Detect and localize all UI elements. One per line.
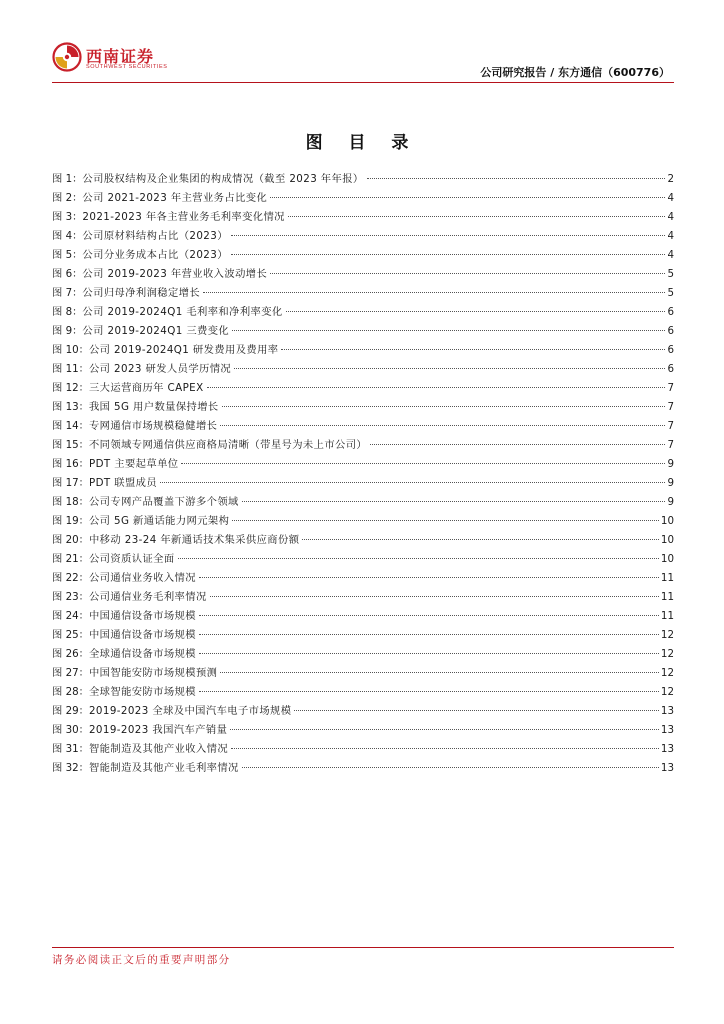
toc-entry[interactable] [52, 246, 674, 265]
toc-entry[interactable] [52, 493, 674, 512]
toc-entry-label: 图 29： [52, 705, 89, 718]
logo-emblem-icon [52, 42, 82, 72]
toc-entry-page[interactable]: 13 [660, 724, 674, 737]
company-logo [52, 40, 192, 76]
toc-dot-leader [232, 330, 665, 331]
toc-entry-title[interactable]: 公司 2023 研发人员学历情况 [88, 363, 232, 376]
toc-entry-label: 图 22： [52, 572, 89, 585]
toc-entry-title[interactable]: 我国 5G 用户数量保持增长 [88, 401, 219, 414]
logo-chinese-name: 西南证券 [86, 47, 155, 66]
toc-entry-page[interactable]: 7 [667, 401, 674, 414]
toc-entry-page[interactable]: 13 [660, 743, 674, 756]
toc-entry[interactable] [52, 683, 674, 702]
toc-entry-title[interactable]: 公司 2019-2024Q1 三费变化 [82, 325, 230, 338]
header-divider [52, 82, 674, 83]
toc-entry-page[interactable]: 7 [667, 420, 674, 433]
toc-title: 图 目 录 [305, 133, 419, 153]
toc-entry-title[interactable]: 公司原材料结构占比（2023） [82, 230, 228, 243]
toc-entry-label: 图 3： [52, 211, 83, 224]
toc-entry-page[interactable]: 7 [667, 439, 674, 452]
toc-dot-leader [199, 615, 659, 616]
toc-dot-leader [231, 254, 666, 255]
toc-entry-label: 图 12： [52, 382, 89, 395]
toc-dot-leader [242, 501, 666, 502]
toc-dot-leader [222, 406, 666, 407]
toc-entry[interactable] [52, 436, 674, 455]
toc-entry-page[interactable]: 6 [667, 363, 674, 376]
toc-dot-leader [286, 311, 666, 312]
toc-dot-leader [230, 729, 659, 730]
toc-entry-page[interactable]: 9 [667, 496, 674, 509]
report-title: 公司研究报告 / 东方通信（600776） [480, 66, 670, 79]
toc-dot-leader [281, 349, 665, 350]
toc-entry-page[interactable]: 6 [667, 344, 674, 357]
toc-entry-page[interactable]: 5 [667, 268, 674, 281]
toc-entry-title[interactable]: 2019-2023 我国汽车产销量 [88, 724, 228, 737]
toc-entry-page[interactable]: 13 [660, 762, 674, 775]
toc-entry-page[interactable]: 11 [660, 572, 674, 585]
toc-entry-title[interactable]: 智能制造及其他产业收入情况 [88, 743, 229, 756]
toc-entry[interactable] [52, 455, 674, 474]
toc-entry[interactable] [52, 512, 674, 531]
toc-dot-leader [231, 748, 659, 749]
toc-entry-label: 图 23： [52, 591, 89, 604]
toc-entry-label: 图 8： [52, 306, 83, 319]
toc-entry-page[interactable]: 13 [660, 705, 674, 718]
toc-entry-label: 图 1： [52, 173, 83, 185]
toc-entry-label: 图 31： [52, 743, 89, 756]
toc-entry-label: 图 20： [52, 534, 89, 547]
footer-disclaimer: 请务必阅读正文后的重要声明部分 [52, 954, 231, 966]
toc-entry[interactable] [52, 208, 674, 227]
toc-entry[interactable] [52, 531, 674, 550]
toc-entry[interactable] [52, 607, 674, 626]
toc-entry-label: 图 5： [52, 249, 83, 262]
toc-entry[interactable] [52, 721, 674, 740]
toc-entry-title[interactable]: 公司通信业务收入情况 [88, 572, 196, 585]
toc-dot-leader [242, 767, 659, 768]
toc-entry-label: 图 30： [52, 724, 89, 737]
toc-entry-title[interactable]: 全球通信设备市场规模 [88, 648, 196, 661]
toc-entry[interactable] [52, 170, 674, 189]
toc-entry-page[interactable]: 9 [667, 458, 674, 471]
toc-entry[interactable] [52, 284, 674, 303]
toc-entry[interactable] [52, 227, 674, 246]
figure-toc-list [52, 170, 674, 779]
toc-entry-label: 图 9： [52, 325, 83, 338]
toc-dot-leader [270, 197, 665, 198]
toc-dot-leader [203, 292, 665, 293]
toc-entry-page[interactable]: 4 [667, 211, 674, 224]
toc-entry-page[interactable]: 12 [660, 648, 674, 661]
toc-entry-title[interactable]: 中国通信设备市场规模 [88, 629, 196, 642]
toc-entry-title[interactable]: 中国智能安防市场规模预测 [88, 667, 218, 680]
toc-entry[interactable] [52, 550, 674, 569]
toc-entry-title[interactable]: 中移动 23-24 年新通话技术集采供应商份额 [88, 534, 300, 547]
toc-entry-title[interactable]: 公司股权结构及企业集团的构成情况（截至 2023 年年报） [82, 173, 364, 185]
toc-entry-label: 图 15： [52, 439, 89, 452]
toc-entry[interactable] [52, 759, 674, 778]
toc-entry-label: 图 11： [52, 363, 89, 376]
toc-entry-page[interactable]: 12 [660, 667, 674, 680]
toc-entry[interactable] [52, 702, 674, 721]
toc-entry-label: 图 2： [52, 192, 83, 205]
toc-entry[interactable] [52, 265, 674, 284]
toc-entry-label: 图 21： [52, 553, 89, 566]
toc-entry-label: 图 32： [52, 762, 89, 775]
toc-dot-leader [302, 539, 658, 540]
toc-entry[interactable] [52, 417, 674, 436]
toc-entry-label: 图 19： [52, 515, 89, 528]
toc-entry[interactable] [52, 569, 674, 588]
toc-entry-title[interactable]: 不同领域专网通信供应商格局清晰（带星号为未上市公司） [88, 439, 368, 452]
toc-entry-title[interactable]: 公司资质认证全面 [88, 553, 175, 566]
toc-entry-page[interactable]: 5 [667, 287, 674, 300]
toc-entry[interactable] [52, 588, 674, 607]
toc-entry-page[interactable]: 6 [667, 325, 674, 338]
toc-entry-title[interactable]: 公司 2019-2024Q1 毛利率和净利率变化 [82, 306, 283, 319]
toc-dot-leader [220, 425, 665, 426]
toc-entry-label: 图 16： [52, 458, 89, 471]
toc-entry[interactable] [52, 379, 674, 398]
toc-entry[interactable] [52, 360, 674, 379]
toc-dot-leader [232, 520, 659, 521]
toc-entry-label: 图 13： [52, 401, 89, 414]
toc-entry-title[interactable]: 公司通信业务毛利率情况 [88, 591, 207, 604]
toc-dot-leader [234, 368, 665, 369]
toc-entry-label: 图 7： [52, 287, 83, 300]
toc-entry-title[interactable]: 公司分业务成本占比（2023） [82, 249, 228, 262]
toc-entry-title[interactable]: 公司归母净利润稳定增长 [82, 287, 201, 300]
toc-entry-page[interactable]: 2 [667, 173, 674, 185]
toc-entry-page[interactable]: 10 [660, 515, 674, 528]
toc-dot-leader [199, 634, 659, 635]
toc-entry-page[interactable]: 4 [667, 230, 674, 243]
toc-entry-page[interactable]: 6 [667, 306, 674, 319]
toc-entry-label: 图 18： [52, 496, 89, 509]
toc-entry[interactable] [52, 189, 674, 208]
toc-entry-title[interactable]: 智能制造及其他产业毛利率情况 [88, 762, 239, 775]
logo-english-name: SOUTHWEST SECURITIES [86, 64, 168, 70]
toc-entry[interactable] [52, 322, 674, 341]
toc-entry-title[interactable]: 2019-2023 全球及中国汽车电子市场规模 [88, 705, 292, 718]
toc-entry-page[interactable]: 4 [667, 192, 674, 205]
toc-entry-page[interactable]: 10 [660, 534, 674, 547]
toc-entry-title[interactable]: PDT 联盟成员 [88, 477, 158, 490]
toc-dot-leader [199, 653, 659, 654]
toc-entry-title[interactable]: 公司 2021-2023 年主营业务占比变化 [82, 192, 268, 205]
toc-entry-page[interactable]: 7 [667, 382, 674, 395]
toc-entry-label: 图 14： [52, 420, 89, 433]
toc-entry-label: 图 10： [52, 344, 89, 357]
toc-entry[interactable] [52, 740, 674, 759]
toc-dot-leader [178, 558, 659, 559]
toc-entry-label: 图 4： [52, 230, 83, 243]
toc-entry-page[interactable]: 4 [667, 249, 674, 262]
toc-dot-leader [294, 710, 658, 711]
toc-entry-label: 图 25： [52, 629, 89, 642]
toc-entry-page[interactable]: 12 [660, 686, 674, 699]
toc-entry[interactable] [52, 664, 674, 683]
toc-entry-page[interactable]: 9 [667, 477, 674, 490]
toc-entry-title[interactable]: 公司 5G 新通话能力网元架构 [88, 515, 230, 528]
toc-entry-title[interactable]: 三大运营商历年 CAPEX [88, 382, 204, 395]
toc-dot-leader [199, 691, 659, 692]
toc-entry-title[interactable]: 专网通信市场规模稳健增长 [88, 420, 218, 433]
toc-entry-label: 图 17： [52, 477, 89, 490]
toc-entry-title[interactable]: 2021-2023 年各主营业务毛利率变化情况 [82, 211, 285, 224]
toc-entry-page[interactable]: 10 [660, 553, 674, 566]
toc-dot-leader [199, 577, 659, 578]
toc-entry-label: 图 24： [52, 610, 89, 623]
toc-dot-leader [231, 235, 666, 236]
toc-entry-title[interactable]: 公司专网产品覆盖下游多个领域 [88, 496, 239, 509]
toc-dot-leader [210, 596, 659, 597]
toc-dot-leader [207, 387, 666, 388]
toc-dot-leader [367, 178, 666, 179]
toc-dot-leader [288, 216, 666, 217]
toc-entry-title[interactable]: PDT 主要起草单位 [88, 458, 179, 471]
toc-dot-leader [160, 482, 665, 483]
toc-entry-page[interactable]: 11 [660, 591, 674, 604]
toc-entry[interactable] [52, 645, 674, 664]
toc-entry-page[interactable]: 11 [660, 610, 674, 623]
toc-dot-leader [270, 273, 665, 274]
toc-entry[interactable] [52, 303, 674, 322]
toc-entry-title[interactable]: 全球智能安防市场规模 [88, 686, 196, 699]
toc-entry-title[interactable]: 中国通信设备市场规模 [88, 610, 196, 623]
toc-entry-page[interactable]: 12 [660, 629, 674, 642]
toc-dot-leader [181, 463, 665, 464]
toc-entry-label: 图 6： [52, 268, 83, 281]
toc-dot-leader [220, 672, 659, 673]
toc-entry-label: 图 27： [52, 667, 89, 680]
toc-entry[interactable] [52, 398, 674, 417]
toc-entry-label: 图 28： [52, 686, 89, 699]
toc-entry[interactable] [52, 474, 674, 493]
toc-entry-label: 图 26： [52, 648, 89, 661]
toc-dot-leader [370, 444, 665, 445]
toc-entry-title[interactable]: 公司 2019-2024Q1 研发费用及费用率 [88, 344, 279, 357]
toc-entry-title[interactable]: 公司 2019-2023 年营业收入波动增长 [82, 268, 268, 281]
toc-entry[interactable] [52, 341, 674, 360]
page-header [52, 40, 674, 82]
footer-divider [52, 947, 674, 948]
toc-entry[interactable] [52, 626, 674, 645]
